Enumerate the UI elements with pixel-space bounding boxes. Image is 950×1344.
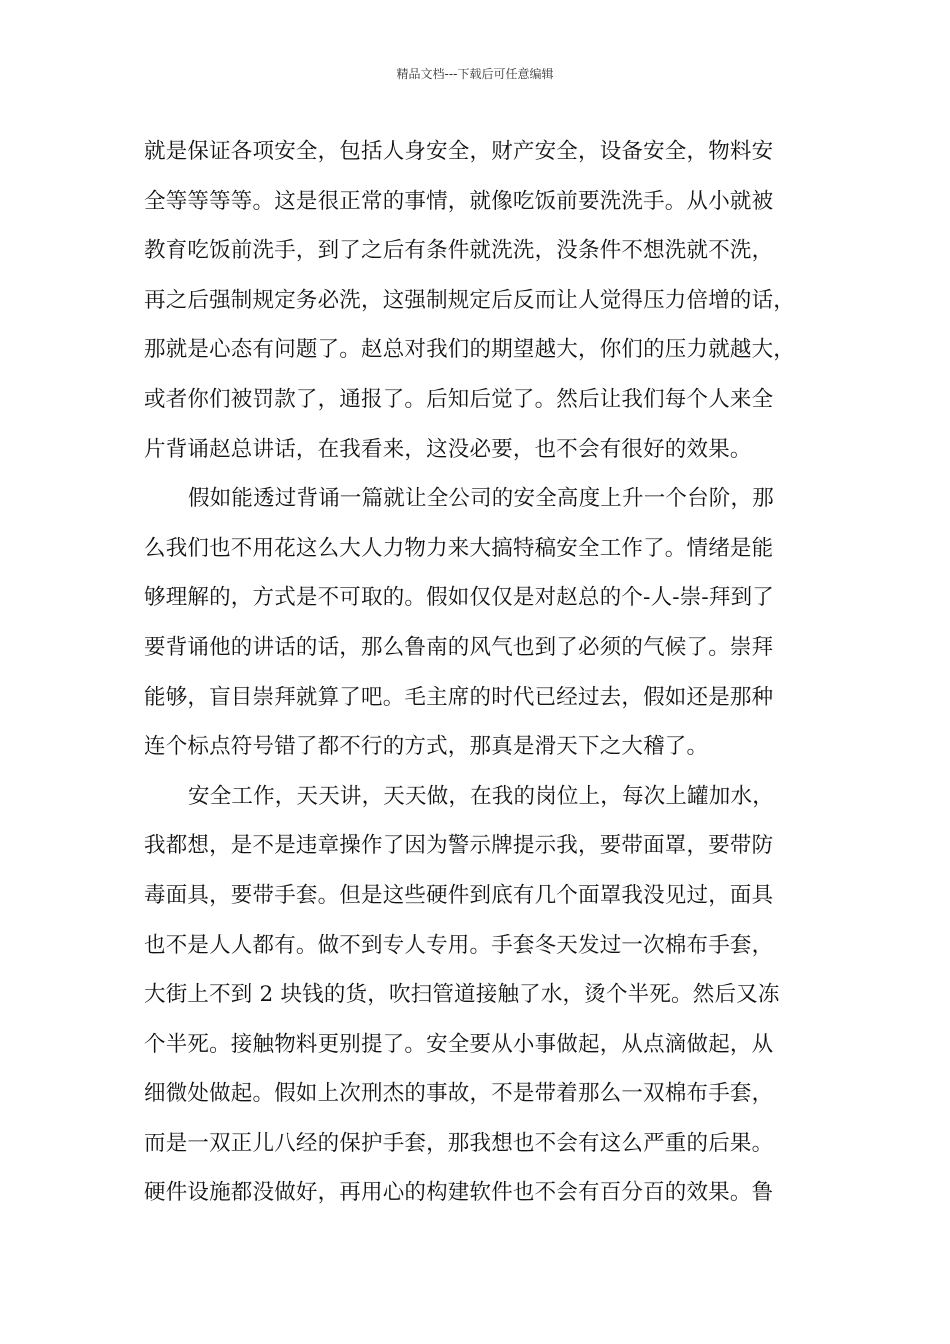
- page-header: 精品文档---下载后可任意编辑: [396, 67, 554, 81]
- text-line: 我都想，是不是违章操作了因为警示牌提示我，要带面罩，要带防: [144, 833, 774, 859]
- text-line: 教育吃饭前洗手，到了之后有条件就洗洗，没条件不想洗就不洗，: [144, 238, 774, 264]
- text-line: 够理解的，方式是不可取的。假如仅仅是对赵总的个-人-崇-拜到了: [144, 585, 774, 611]
- paragraph-start-line: 安全工作，天天讲，天天做，在我的岗位上，每次上罐加水，: [188, 783, 774, 809]
- text-line: 片背诵赵总讲话，在我看来，这没必要，也不会有很好的效果。: [144, 436, 752, 462]
- text-line: 也不是人人都有。做不到专人专用。手套冬天发过一次棉布手套，: [144, 932, 774, 958]
- text-line: 就是保证各项安全，包括人身安全，财产安全，设备安全，物料安: [144, 139, 774, 164]
- text-line: 能够，盲目崇拜就算了吧。毛主席的时代已经过去，假如还是那种: [144, 684, 774, 710]
- text-line: 个半死。接触物料更别提了。安全要从小事做起，从点滴做起，从: [144, 1031, 774, 1057]
- text-line: 硬件设施都没做好，再用心的构建软件也不会有百分百的效果。鲁: [144, 1180, 774, 1206]
- text-line: 而是一双正儿八经的保护手套，那我想也不会有这么严重的后果。: [144, 1130, 774, 1156]
- text-line: 大街上不到 2 块钱的货，吹扫管道接触了水，烫个半死。然后又冻: [144, 982, 780, 1008]
- text-line: 再之后强制规定务必洗，这强制规定后反而让人觉得压力倍增的话，: [144, 287, 796, 313]
- paragraph-start-line: 假如能透过背诵一篇就让全公司的安全高度上升一个台阶，那: [188, 486, 774, 512]
- text-line: 连个标点符号错了都不行的方式，那真是滑天下之大稽了。: [144, 734, 709, 760]
- text-line: 细微处做起。假如上次刑杰的事故，不是带着那么一双棉布手套，: [144, 1081, 774, 1107]
- text-line: 那就是心态有问题了。赵总对我们的期望越大，你们的压力就越大，: [144, 337, 796, 363]
- document-body: [144, 127, 814, 1218]
- text-line: 要背诵他的讲话的话，那么鲁南的风气也到了必须的气候了。崇拜: [144, 634, 774, 660]
- text-line: 或者你们被罚款了，通报了。后知后觉了。然后让我们每个人来全: [144, 386, 774, 412]
- text-line: 全等等等等。这是很正常的事情，就像吃饭前要洗洗手。从小就被: [144, 188, 774, 214]
- text-line: 毒面具，要带手套。但是这些硬件到底有几个面罩我没见过，面具: [144, 882, 774, 908]
- text-line: 么我们也不用花这么大人力物力来大搞特稿安全工作了。情绪是能: [144, 535, 774, 561]
